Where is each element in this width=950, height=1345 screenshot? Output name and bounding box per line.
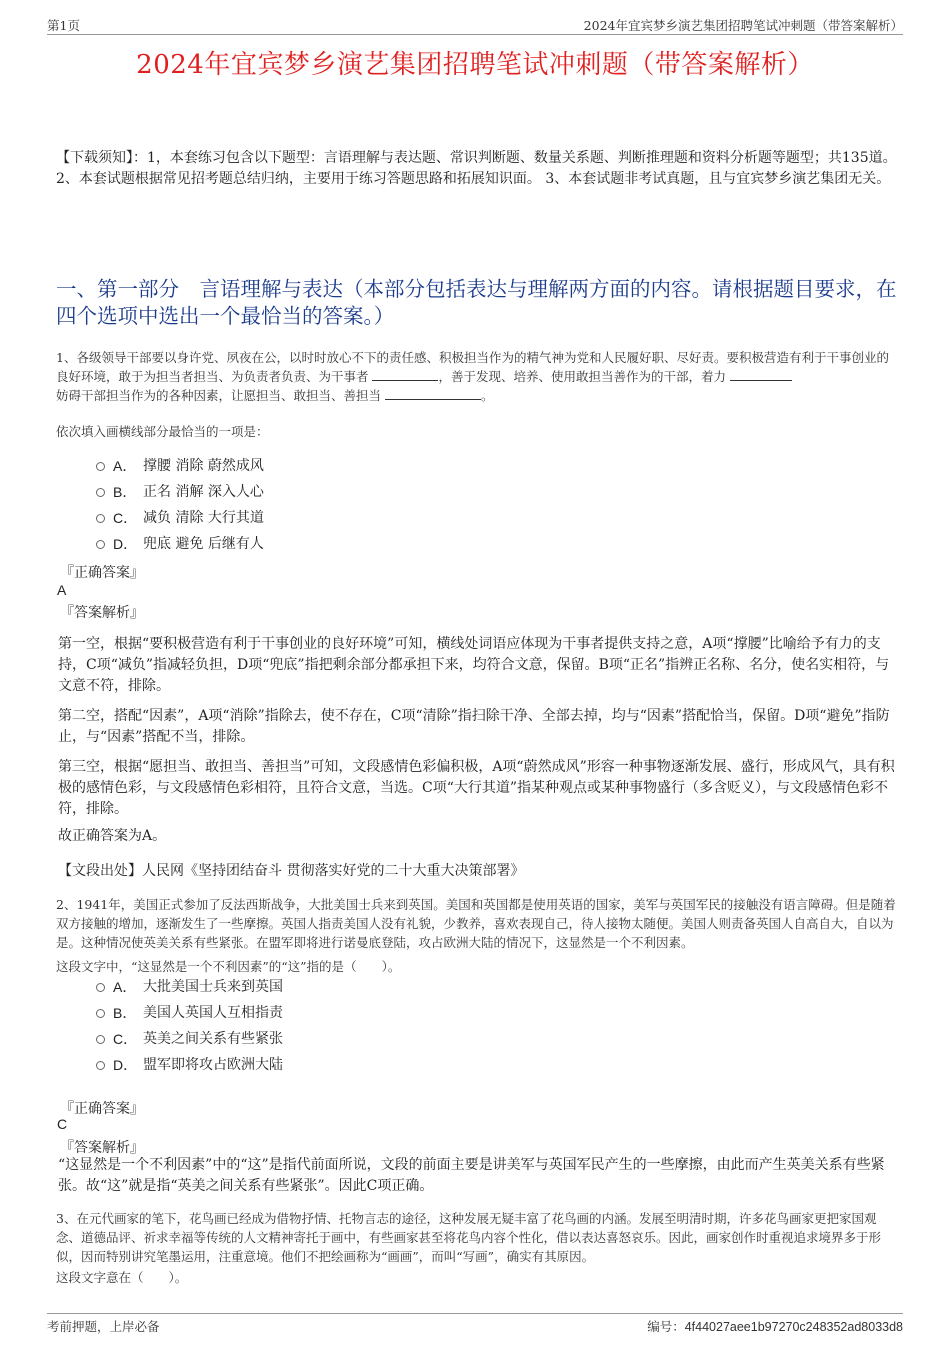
question-3-prompt: 这段文字意在（ ）。 [56, 1270, 188, 1285]
analysis-label: 『答案解析』 [60, 605, 144, 621]
question-2-stem: 2、1941年，美国正式参加了反法西斯战争，大批美国士兵来到英国。美国和英国都是使用英语的国家，美军与英国军民的接触没有语言障碍。但是随着双方接触的增加，逐渐发生了一些摩擦。英国人指责美国人没有礼貌，少教养，喜欢表现自己，待人接物太随便。美国人则责备英国人自高自大，自以为是。这种情况使英美关系有些紧张。在盟军即将进行诺曼底登陆，攻占欧洲大陆的情况下，这显然是一个不利因素。 [56, 897, 896, 950]
question-2-prompt: 这段文字中，“这显然是一个不利因素”的“这”指的是（ ）。 [56, 959, 401, 974]
option-c[interactable]: C． 英美之间关系有些紧张 [96, 1026, 283, 1052]
option-a[interactable]: A． 撑腰 消除 蔚然成风 [96, 453, 264, 479]
analysis-paragraph: 第三空，根据“愿担当、敢担当、善担当”可知，文段感情色彩偏积极，A项“蔚然成风”形容一种事物逐渐发展、盛行，形成风气，具有积极的感情色彩，与文段感情色彩相符，且符合文意，当选。C项“大行其道”指某种观点或某种事物盛行（多含贬义），与文段感情色彩不符，排除。 [58, 759, 895, 817]
page-footer [47, 1313, 903, 1334]
analysis-label: 『答案解析』 [60, 1140, 144, 1156]
option-a[interactable]: A． 大批美国士兵来到英国 [96, 974, 283, 1000]
correct-answer-label: 『正确答案』 [60, 565, 144, 581]
question-1-options [96, 453, 264, 557]
analysis-conclusion: 故正确答案为A。 [58, 828, 167, 844]
correct-answer: C [57, 1116, 68, 1132]
radio-icon[interactable] [96, 1061, 105, 1070]
page-number: 第1页 [47, 18, 80, 33]
option-c[interactable]: C． 减负 清除 大行其道 [96, 505, 264, 531]
radio-icon[interactable] [96, 540, 105, 549]
analysis-paragraph: 第一空，根据“要积极营造有利于干事创业的良好环境”可知，横线处词语应体现为干事者提供支持之意，A项“撑腰”比喻给予有力的支持，C项“减负”指减轻负担，D项“兜底”指把剩余部分都承担下来，均符合文意，保留。B项“正名”指辨正名称、名分，使名实相符，与文意不符，排除。 [58, 636, 890, 694]
document-code: 编号：4f44027aee1b97270c248352ad8033d8 [647, 1319, 903, 1334]
header-doc-title: 2024年宜宾梦乡演艺集团招聘笔试冲刺题（带答案解析） [583, 18, 903, 33]
option-b[interactable]: B． 正名 消解 深入人心 [96, 479, 264, 505]
correct-answer: A [57, 582, 67, 598]
radio-icon[interactable] [96, 488, 105, 497]
footer-slogan: 考前押题，上岸必备 [47, 1319, 160, 1334]
radio-icon[interactable] [96, 1035, 105, 1044]
page-header [47, 14, 903, 35]
source-citation: 【文段出处】人民网《坚持团结奋斗 贯彻落实好党的二十大重大决策部署》 [58, 863, 525, 879]
document-title: 2024年宜宾梦乡演艺集团招聘笔试冲刺题（带答案解析） [136, 50, 814, 80]
option-b[interactable]: B． 美国人英国人互相指责 [96, 1000, 283, 1026]
question-1-stem: 1、各级领导干部要以身许党、夙夜在公，以时时放心不下的责任感、积极担当作为的精气神为党和人民履好职、尽好责。要积极营造有利于干事创业的良好环境，敢于为担当者担当、为负责者负责、为干事者 ，善于发现、培养、使用敢担当善作为的干部，着力 妨碍干部担当作为的各种因素，让愿担当、敢担当、善担当 。 [56, 350, 889, 403]
radio-icon[interactable] [96, 983, 105, 992]
download-notice: 【下载须知】：1，本套练习包含以下题型：言语理解与表达题、常识判断题、数量关系题、判断推理题和资料分析题等题型；共135道。 2、本套试题根据常见招考题总结归纳，主要用于练习答题思路和拓展知识面。 3、本套试题非考试真题，且与宜宾梦乡演艺集团无关。 [56, 150, 897, 187]
question-1-prompt: 依次填入画横线部分最恰当的一项是： [56, 424, 269, 439]
section-heading: 一、第一部分 言语理解与表达（本部分包括表达与理解两方面的内容。请根据题目要求，在四个选项中选出一个最恰当的答案。） [56, 277, 897, 328]
option-d[interactable]: D． 兜底 避免 后继有人 [96, 531, 264, 557]
analysis-paragraph: “这显然是一个不利因素”中的“这”是指代前面所说，文段的前面主要是讲美军与英国军民产生的一些摩擦，由此而产生英美关系有些紧张。故“这”就是指“英美之间关系有些紧张”。因此C项正确。 [58, 1157, 885, 1194]
blank-3 [385, 387, 481, 400]
correct-answer-label: 『正确答案』 [60, 1101, 144, 1117]
question-2-options [96, 974, 283, 1078]
radio-icon[interactable] [96, 1009, 105, 1018]
blank-2 [730, 368, 792, 381]
question-3-stem: 3、在元代画家的笔下，花鸟画已经成为借物抒情、托物言志的途径，这种发展无疑丰富了花鸟画的内涵。发展至明清时期，许多花鸟画家更把家国观念、道德品评、祈求幸福等传统的人文精神寄托于画中，有些画家甚至将花鸟内容个性化，借以表达喜怒哀乐。因此，画家创作时重视追求境界多于形似，因而特别讲究笔墨运用，注重意境。他们不把绘画称为“画画”，而叫“写画”，确实有其原因。 [56, 1211, 882, 1264]
radio-icon[interactable] [96, 514, 105, 523]
analysis-paragraph: 第二空，搭配“因素”，A项“消除”指除去，使不存在，C项“清除”指扫除干净、全部去掉，均与“因素”搭配恰当，保留。D项“避免”指防止，与“因素”搭配不当，排除。 [58, 708, 890, 745]
option-d[interactable]: D． 盟军即将攻占欧洲大陆 [96, 1052, 283, 1078]
radio-icon[interactable] [96, 462, 105, 471]
blank-1 [372, 368, 438, 381]
